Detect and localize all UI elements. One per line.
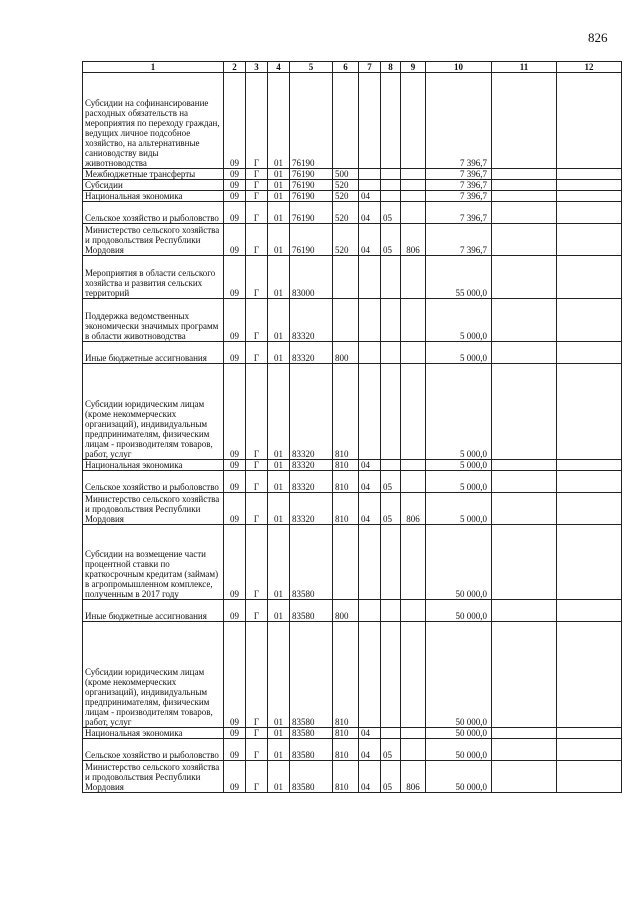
code-cell: 09 [224, 493, 246, 525]
code-cell: 83320 [290, 342, 333, 364]
code-cell [401, 364, 426, 460]
code-cell [381, 299, 401, 342]
row-name-cell: Сельское хозяйство и рыболовство [83, 202, 224, 224]
code-cell: 01 [268, 471, 290, 493]
code-cell [381, 342, 401, 364]
row-name-cell: Иные бюджетные ассигнования [83, 600, 224, 622]
code-cell: 01 [268, 761, 290, 793]
code-cell: 09 [224, 600, 246, 622]
code-cell: 09 [224, 728, 246, 739]
empty-cell [492, 180, 557, 191]
empty-cell [492, 525, 557, 600]
code-cell [359, 600, 381, 622]
code-cell: 520 [333, 191, 359, 202]
empty-cell [492, 202, 557, 224]
code-cell: 83580 [290, 728, 333, 739]
empty-cell [557, 728, 622, 739]
code-cell [381, 191, 401, 202]
budget-table [82, 61, 622, 793]
code-cell: Г [246, 460, 268, 471]
code-cell [359, 256, 381, 299]
code-cell: 810 [333, 728, 359, 739]
code-cell: 76190 [290, 202, 333, 224]
code-cell: 09 [224, 364, 246, 460]
empty-cell [492, 224, 557, 256]
empty-cell [557, 460, 622, 471]
code-cell: Г [246, 191, 268, 202]
page-number: 826 [588, 30, 608, 45]
code-cell: 09 [224, 460, 246, 471]
code-cell [359, 180, 381, 191]
code-cell: Г [246, 169, 268, 180]
code-cell: 76190 [290, 224, 333, 256]
table-row [83, 471, 622, 493]
code-cell [333, 299, 359, 342]
code-cell: Г [246, 471, 268, 493]
code-cell [359, 299, 381, 342]
empty-cell [557, 169, 622, 180]
empty-cell [557, 299, 622, 342]
code-cell: 01 [268, 739, 290, 761]
code-cell: 04 [359, 224, 381, 256]
code-cell: Г [246, 493, 268, 525]
row-name-cell: Министерство сельского хозяйства и продовольствия Республики Мордовия [83, 493, 224, 525]
code-cell: 01 [268, 191, 290, 202]
amount-cell: 50 000,0 [426, 728, 492, 739]
amount-cell: 7 396,7 [426, 224, 492, 256]
column-header: 8 [381, 62, 401, 73]
code-cell: 83320 [290, 471, 333, 493]
code-cell: Г [246, 525, 268, 600]
row-name-cell: Субсидии [83, 180, 224, 191]
table-row [83, 460, 622, 471]
column-header: 1 [83, 62, 224, 73]
code-cell [401, 73, 426, 169]
row-name-cell: Субсидии юридическим лицам (кроме некоммерческих организаций), индивидуальным предпринимателям, физическим лицам - производителям товаров, работ, услуг [83, 622, 224, 728]
code-cell: 810 [333, 622, 359, 728]
table-row [83, 202, 622, 224]
code-cell [401, 299, 426, 342]
amount-cell: 7 396,7 [426, 191, 492, 202]
code-cell [359, 525, 381, 600]
row-name-cell: Национальная экономика [83, 191, 224, 202]
code-cell: 810 [333, 761, 359, 793]
amount-cell: 50 000,0 [426, 739, 492, 761]
row-name-cell: Министерство сельского хозяйства и продовольствия Республики Мордовия [83, 761, 224, 793]
code-cell [401, 739, 426, 761]
code-cell [401, 728, 426, 739]
empty-cell [557, 191, 622, 202]
code-cell: 01 [268, 224, 290, 256]
code-cell: 04 [359, 460, 381, 471]
row-name-cell: Иные бюджетные ассигнования [83, 342, 224, 364]
code-cell: Г [246, 761, 268, 793]
code-cell: 05 [381, 471, 401, 493]
column-header: 12 [557, 62, 622, 73]
empty-cell [492, 256, 557, 299]
code-cell: 01 [268, 364, 290, 460]
code-cell: 83320 [290, 299, 333, 342]
row-name-cell: Межбюджетные трансферты [83, 169, 224, 180]
code-cell: 810 [333, 739, 359, 761]
code-cell: 09 [224, 342, 246, 364]
table-row [83, 622, 622, 728]
empty-cell [492, 460, 557, 471]
code-cell [381, 180, 401, 191]
code-cell [359, 364, 381, 460]
empty-cell [557, 739, 622, 761]
row-name-cell: Мероприятия в области сельского хозяйства и развития сельских территорий [83, 256, 224, 299]
code-cell: 810 [333, 364, 359, 460]
code-cell: 05 [381, 739, 401, 761]
code-cell [401, 600, 426, 622]
code-cell: 04 [359, 191, 381, 202]
code-cell [401, 622, 426, 728]
code-cell: 09 [224, 471, 246, 493]
amount-cell: 7 396,7 [426, 73, 492, 169]
table-row [83, 342, 622, 364]
amount-cell: 5 000,0 [426, 299, 492, 342]
code-cell: Г [246, 622, 268, 728]
code-cell: 09 [224, 169, 246, 180]
code-cell: 76190 [290, 169, 333, 180]
code-cell: Г [246, 364, 268, 460]
code-cell: Г [246, 728, 268, 739]
code-cell: 04 [359, 202, 381, 224]
empty-cell [492, 739, 557, 761]
code-cell [333, 256, 359, 299]
code-cell: 83320 [290, 364, 333, 460]
code-cell: 09 [224, 202, 246, 224]
empty-cell [557, 525, 622, 600]
code-cell [359, 622, 381, 728]
code-cell [381, 364, 401, 460]
amount-cell: 5 000,0 [426, 342, 492, 364]
row-name-cell: Сельское хозяйство и рыболовство [83, 471, 224, 493]
code-cell [401, 342, 426, 364]
empty-cell [557, 342, 622, 364]
table-row [83, 180, 622, 191]
code-cell: 01 [268, 600, 290, 622]
code-cell [401, 460, 426, 471]
code-cell: Г [246, 180, 268, 191]
code-cell [359, 73, 381, 169]
code-cell: 520 [333, 224, 359, 256]
table-row [83, 224, 622, 256]
row-name-cell: Национальная экономика [83, 460, 224, 471]
code-cell [381, 256, 401, 299]
code-cell: Г [246, 224, 268, 256]
code-cell: Г [246, 202, 268, 224]
code-cell: 04 [359, 761, 381, 793]
code-cell: 09 [224, 224, 246, 256]
amount-cell: 50 000,0 [426, 525, 492, 600]
code-cell: 01 [268, 256, 290, 299]
column-header: 3 [246, 62, 268, 73]
empty-cell [492, 493, 557, 525]
code-cell: 83580 [290, 761, 333, 793]
code-cell: 01 [268, 342, 290, 364]
code-cell: 01 [268, 73, 290, 169]
table-row [83, 364, 622, 460]
code-cell: 01 [268, 169, 290, 180]
amount-cell: 5 000,0 [426, 493, 492, 525]
code-cell [401, 180, 426, 191]
code-cell [333, 525, 359, 600]
code-cell: 01 [268, 299, 290, 342]
row-name-cell: Субсидии на софинансирование расходных обязательств на мероприятия по переходу граждан, ведущих личное подсобное хозяйство, на альтернативные саниоводству виды животноводства [83, 73, 224, 169]
table-row [83, 169, 622, 180]
amount-cell: 50 000,0 [426, 600, 492, 622]
code-cell: 09 [224, 525, 246, 600]
table-row [83, 728, 622, 739]
code-cell: 01 [268, 622, 290, 728]
column-header: 10 [426, 62, 492, 73]
empty-cell [557, 180, 622, 191]
code-cell: 806 [401, 761, 426, 793]
row-name-cell: Субсидии на возмещение части процентной ставки по краткосрочным кредитам (займам) в агропромышленном комплексе, полученным в 2017 году [83, 525, 224, 600]
code-cell: Г [246, 73, 268, 169]
code-cell: 05 [381, 493, 401, 525]
code-cell: 76190 [290, 191, 333, 202]
code-cell [401, 525, 426, 600]
code-cell: 83580 [290, 525, 333, 600]
code-cell: Г [246, 256, 268, 299]
code-cell: 83580 [290, 600, 333, 622]
code-cell: Г [246, 739, 268, 761]
code-cell [359, 342, 381, 364]
column-header: 7 [359, 62, 381, 73]
code-cell: 76190 [290, 73, 333, 169]
code-cell: 04 [359, 728, 381, 739]
code-cell [381, 169, 401, 180]
empty-cell [492, 73, 557, 169]
code-cell: 09 [224, 180, 246, 191]
code-cell: 09 [224, 299, 246, 342]
code-cell: 800 [333, 342, 359, 364]
table-row [83, 525, 622, 600]
code-cell [359, 169, 381, 180]
code-cell: 05 [381, 761, 401, 793]
empty-cell [492, 364, 557, 460]
empty-cell [557, 224, 622, 256]
code-cell: 806 [401, 493, 426, 525]
code-cell: 810 [333, 460, 359, 471]
code-cell: 83580 [290, 622, 333, 728]
code-cell [381, 600, 401, 622]
code-cell: 800 [333, 600, 359, 622]
empty-cell [492, 600, 557, 622]
empty-cell [557, 202, 622, 224]
code-cell: 09 [224, 739, 246, 761]
code-cell: 04 [359, 471, 381, 493]
empty-cell [557, 364, 622, 460]
code-cell: 04 [359, 739, 381, 761]
code-cell: 01 [268, 460, 290, 471]
empty-cell [492, 761, 557, 793]
empty-cell [492, 299, 557, 342]
empty-cell [557, 600, 622, 622]
code-cell: 01 [268, 728, 290, 739]
code-cell: 83320 [290, 493, 333, 525]
empty-cell [492, 342, 557, 364]
row-name-cell: Поддержка ведомственных экономически значимых программ в области животноводства [83, 299, 224, 342]
code-cell: 01 [268, 525, 290, 600]
code-cell: Г [246, 342, 268, 364]
code-cell [401, 471, 426, 493]
code-cell: 05 [381, 202, 401, 224]
code-cell: 500 [333, 169, 359, 180]
amount-cell: 55 000,0 [426, 256, 492, 299]
code-cell [401, 169, 426, 180]
table-row [83, 73, 622, 169]
amount-cell: 7 396,7 [426, 180, 492, 191]
code-cell: 520 [333, 202, 359, 224]
table-row [83, 493, 622, 525]
column-header: 6 [333, 62, 359, 73]
code-cell: 09 [224, 191, 246, 202]
empty-cell [492, 471, 557, 493]
empty-cell [492, 191, 557, 202]
empty-cell [557, 471, 622, 493]
code-cell [381, 525, 401, 600]
code-cell: 04 [359, 493, 381, 525]
table-row [83, 256, 622, 299]
row-name-cell: Министерство сельского хозяйства и продовольствия Республики Мордовия [83, 224, 224, 256]
column-header: 2 [224, 62, 246, 73]
amount-cell: 50 000,0 [426, 761, 492, 793]
code-cell: 09 [224, 622, 246, 728]
code-cell [401, 202, 426, 224]
code-cell [381, 73, 401, 169]
empty-cell [557, 256, 622, 299]
table-row [83, 299, 622, 342]
amount-cell: 7 396,7 [426, 202, 492, 224]
column-header: 9 [401, 62, 426, 73]
table-row [83, 739, 622, 761]
empty-cell [557, 73, 622, 169]
column-header: 11 [492, 62, 557, 73]
amount-cell: 7 396,7 [426, 169, 492, 180]
empty-cell [492, 622, 557, 728]
code-cell: 09 [224, 761, 246, 793]
empty-cell [557, 761, 622, 793]
code-cell: Г [246, 299, 268, 342]
code-cell [381, 460, 401, 471]
code-cell: 01 [268, 493, 290, 525]
code-cell [401, 191, 426, 202]
table-row [83, 191, 622, 202]
amount-cell: 5 000,0 [426, 364, 492, 460]
amount-cell: 5 000,0 [426, 471, 492, 493]
empty-cell [557, 493, 622, 525]
code-cell: 83000 [290, 256, 333, 299]
empty-cell [492, 169, 557, 180]
code-cell: 09 [224, 256, 246, 299]
code-cell: 83320 [290, 460, 333, 471]
code-cell: 01 [268, 180, 290, 191]
code-cell: 810 [333, 493, 359, 525]
code-cell [333, 73, 359, 169]
code-cell: 520 [333, 180, 359, 191]
row-name-cell: Национальная экономика [83, 728, 224, 739]
table-row [83, 761, 622, 793]
code-cell [381, 728, 401, 739]
code-cell [381, 622, 401, 728]
column-header: 4 [268, 62, 290, 73]
code-cell: 810 [333, 471, 359, 493]
code-cell: 09 [224, 73, 246, 169]
row-name-cell: Сельское хозяйство и рыболовство [83, 739, 224, 761]
code-cell: 76190 [290, 180, 333, 191]
table-row [83, 600, 622, 622]
column-header: 5 [290, 62, 333, 73]
empty-cell [492, 728, 557, 739]
code-cell: 83580 [290, 739, 333, 761]
empty-cell [557, 622, 622, 728]
row-name-cell: Субсидии юридическим лицам (кроме некоммерческих организаций), индивидуальным предпринимателям, физическим лицам - производителям товаров, работ, услуг [83, 364, 224, 460]
amount-cell: 50 000,0 [426, 622, 492, 728]
code-cell [401, 256, 426, 299]
amount-cell: 5 000,0 [426, 460, 492, 471]
code-cell: 05 [381, 224, 401, 256]
table-header-row [83, 62, 622, 73]
code-cell: 01 [268, 202, 290, 224]
code-cell: 806 [401, 224, 426, 256]
code-cell: Г [246, 600, 268, 622]
